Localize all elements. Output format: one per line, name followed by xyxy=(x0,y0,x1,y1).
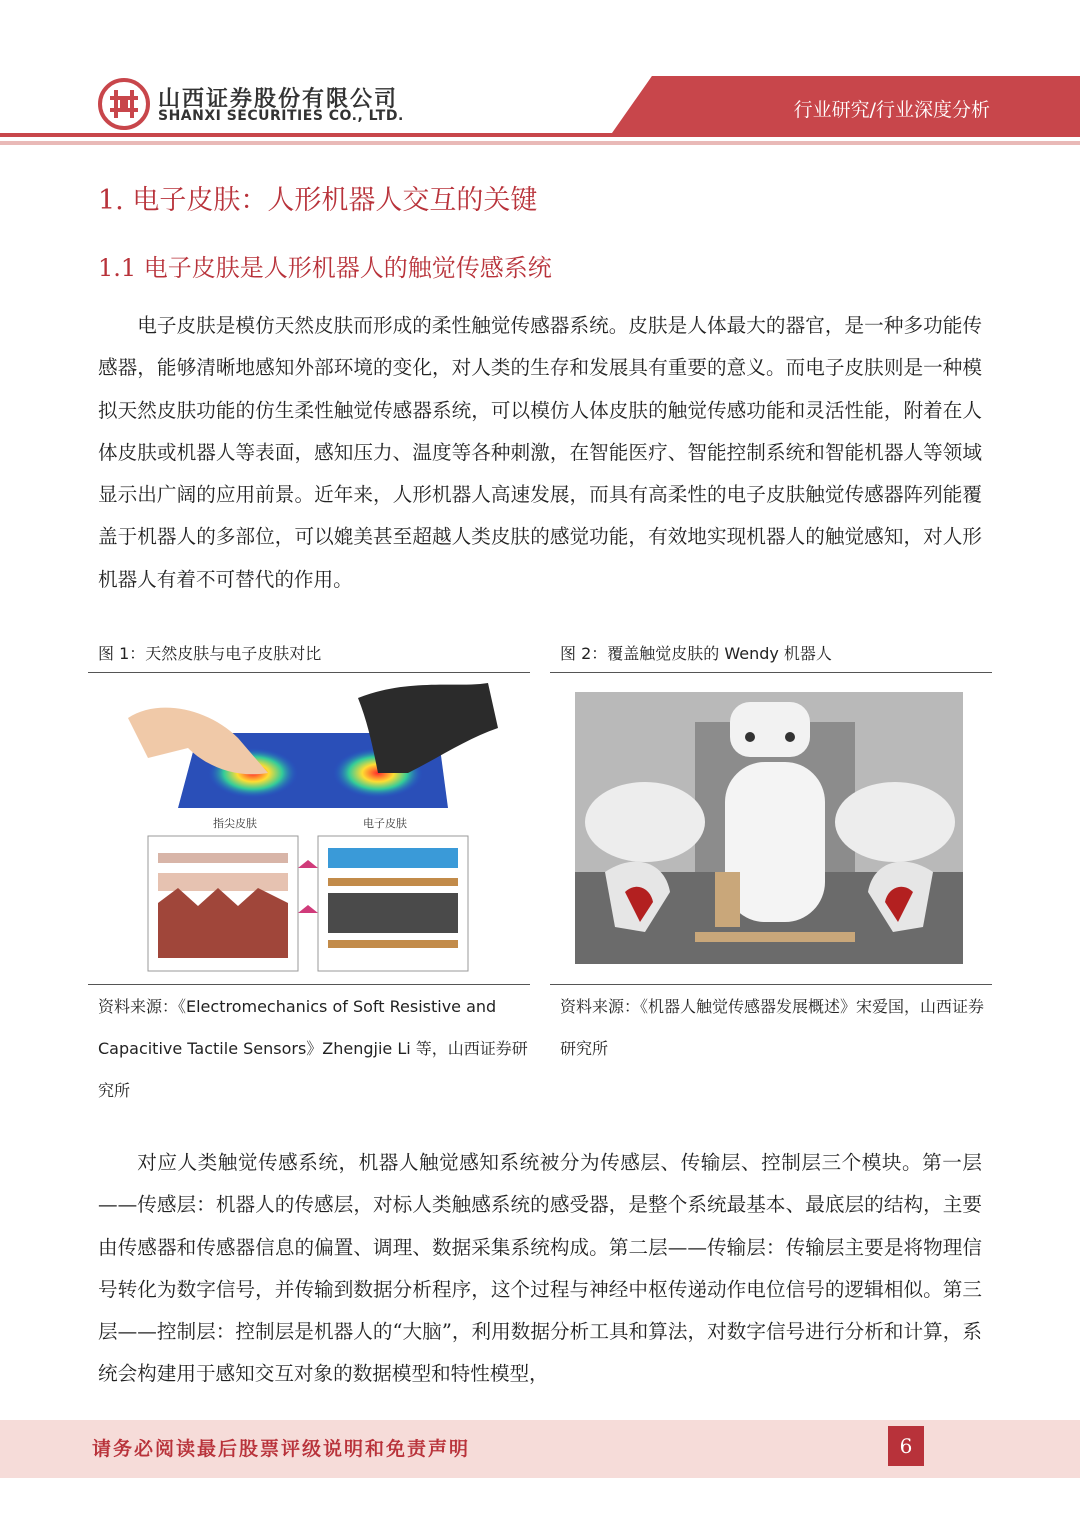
figure-2-wendy-robot-image xyxy=(575,692,963,964)
page-header xyxy=(0,0,1080,150)
figure-1-source: 资料来源：《Electromechanics of Soft Resistive and Capacitive Tactile Sensors》Zhengjie Li 等，山西证券研究所 xyxy=(98,997,528,1100)
shanxi-securities-logo xyxy=(98,78,150,130)
section-heading: 1. 电子皮肤：人形机器人交互的关键 xyxy=(98,185,538,216)
report-type: 行业研究/行业深度分析 xyxy=(793,99,990,121)
figure-2-source: 资料来源：《机器人触觉传感器发展概述》宋爱国，山西证券研究所 xyxy=(560,997,985,1058)
figure-1-bottom-rule xyxy=(88,984,530,985)
body-paragraph-1: 电子皮肤是模仿天然皮肤而形成的柔性触觉传感器系统。皮肤是人体最大的器官，是一种多功能传感器，能够清晰地感知外部环境的变化，对人类的生存和发展具有重要的意义。而电子皮肤则是一种模拟天然皮肤功能的仿生柔性触觉传感器系统，可以模仿人体皮肤的触觉传感功能和灵活性能，附着在人体皮肤或机器人等表面，感知压力、温度等各种刺激，在智能医疗、智能控制系统和智能机器人等领域显示出广阔的应用前景。近年来，人形机器人高速发展，而具有高柔性的电子皮肤触觉传感器阵列能覆盖于机器人的多部位，可以媲美甚至超越人类皮肤的感觉功能，有效地实现机器人的触觉感知，对人形机器人有着不可替代的作用。 xyxy=(98,314,982,591)
figure-2-bottom-rule xyxy=(550,984,992,985)
company-name-en: SHANXI SECURITIES CO., LTD. xyxy=(158,108,404,124)
company-name-cn: 山西证券股份有限公司 xyxy=(158,87,399,112)
figure-1-rule xyxy=(88,672,530,673)
header-bar xyxy=(0,0,1080,150)
disclaimer: 请务必阅读最后股票评级说明和免责声明 xyxy=(92,1438,471,1460)
figure-1-skin-comparison-image xyxy=(118,678,518,978)
figure-2-rule xyxy=(550,672,992,673)
figure-1-label-fingertip: 指尖皮肤 xyxy=(213,817,257,830)
body-paragraph-2: 对应人类触觉传感系统，机器人触觉感知系统被分为传感层、传输层、控制层三个模块。第一层——传感层：机器人的传感层，对标人类触感系统的感受器，是整个系统最基本、最底层的结构，主要由传感器和传感器信息的偏置、调理、数据采集系统构成。第二层——传输层：传输层主要是将物理信号转化为数字信号，并传输到数据分析程序，这个过程与神经中枢传递动作电位信号的逻辑相似。第三层——控制层：控制层是机器人的“大脑”，利用数据分析工具和算法，对数字信号进行分析和计算，系统会构建用于感知交互对象的数据模型和特性模型， xyxy=(98,1151,982,1386)
figure-1-title: 图 1：天然皮肤与电子皮肤对比 xyxy=(98,644,322,663)
page-number: 6 xyxy=(888,1426,924,1466)
figure-1-label-eskin: 电子皮肤 xyxy=(363,817,407,830)
subsection-heading: 1.1 电子皮肤是人形机器人的触觉传感系统 xyxy=(98,254,552,282)
figure-2-title: 图 2：覆盖触觉皮肤的 Wendy 机器人 xyxy=(560,644,832,663)
